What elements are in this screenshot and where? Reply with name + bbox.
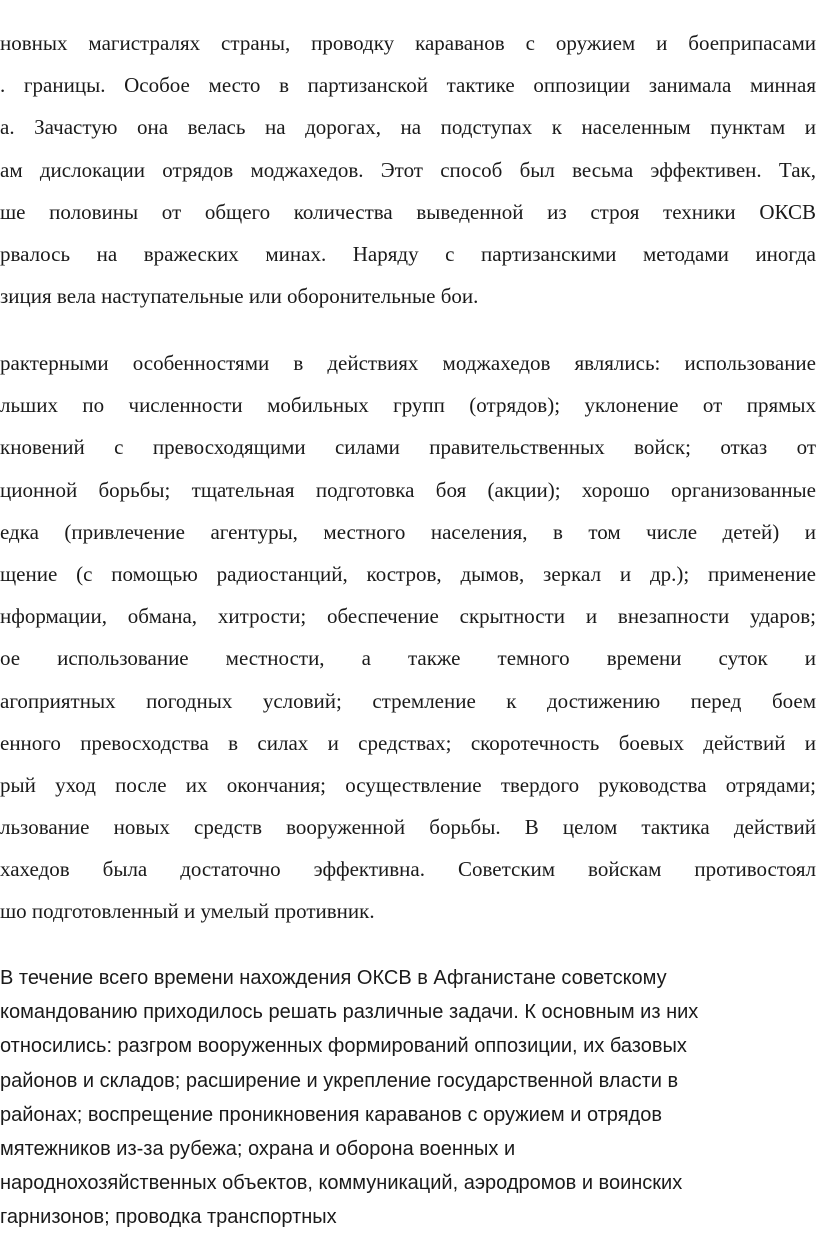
text-line: енного превосходства в силах и средствах; скоротечность боевых действий и xyxy=(0,730,816,755)
text-line: народнохозяйственных объектов, коммуникаций, аэродромов и воинских xyxy=(0,1172,683,1195)
text-line: районов и складов; расширение и укрепление государственной власти в xyxy=(0,1069,679,1092)
text-line: шо подготовленный и умелый противник. xyxy=(0,899,375,924)
text-line: рвалось на вражеских минах. Наряду с партизанскими методами иногда xyxy=(0,241,816,266)
text-line: ам дислокации отрядов моджахедов. Этот способ был весьма эффективен. Так, xyxy=(0,157,816,182)
text-line: В течение всего времени нахождения ОКСВ в Афганистане советскому xyxy=(0,967,667,989)
text-line: районах; воспрещение проникновения караванов с оружием и отрядов xyxy=(0,1103,662,1126)
text-line: относились: разгром вооруженных формирований оппозиции, их базовых xyxy=(0,1035,687,1058)
text-line: агоприятных погодных условий; стремление к достижению перед боем xyxy=(0,688,816,713)
text-line: рактерными особенностями в действиях моджахедов являлись: использование xyxy=(0,351,816,375)
text-line: едка (привлечение агентуры, местного населения, в том числе детей) и xyxy=(0,519,816,544)
text-line: ое использование местности, а также темного времени суток и xyxy=(0,646,816,671)
text-line: зиция вела наступательные или оборонительные бои. xyxy=(0,284,479,309)
paragraph-mujahideen-features xyxy=(0,342,816,933)
text-line: командованию приходилось решать различные задачи. К основным из них xyxy=(0,1001,699,1024)
text-line: рый уход после их окончания; осуществление твердого руководства отрядами; xyxy=(0,772,816,797)
text-line: льзование новых средств вооруженной борьбы. В целом тактика действий xyxy=(0,815,816,840)
text-line: мятежников из-за рубежа; охрана и оборона военных и xyxy=(0,1137,516,1160)
text-line: кновений с превосходящими силами правительственных войск; отказ от xyxy=(0,435,816,460)
paragraph-partisan-tactics xyxy=(0,22,816,317)
text-line: щение (с помощью радиостанций, костров, дымов, зеркал и др.); применение xyxy=(0,561,816,586)
text-line: . границы. Особое место в партизанской тактике оппозиции занимала минная xyxy=(0,73,816,98)
text-line: ше половины от общего количества выведенной из строя техники ОКСВ xyxy=(0,199,816,224)
text-line: льших по численности мобильных групп (отрядов); уклонение от прямых xyxy=(0,393,816,418)
text-line: а. Зачастую она велась на дорогах, на подступах к населенным пунктам и xyxy=(0,115,816,140)
text-line: хахедов была достаточно эффективна. Советским войскам противостоял xyxy=(0,857,816,882)
text-line: ционной борьбы; тщательная подготовка боя (акции); хорошо организованные xyxy=(0,477,816,502)
text-line: новных магистралях страны, проводку караванов с оружием и боеприпасами xyxy=(0,31,816,55)
paragraph-command-tasks xyxy=(0,961,816,1235)
text-line: гарнизонов; проводка транспортных xyxy=(0,1206,337,1229)
text-line: нформации, обмана, хитрости; обеспечение скрытности и внезапности ударов; xyxy=(0,604,816,629)
